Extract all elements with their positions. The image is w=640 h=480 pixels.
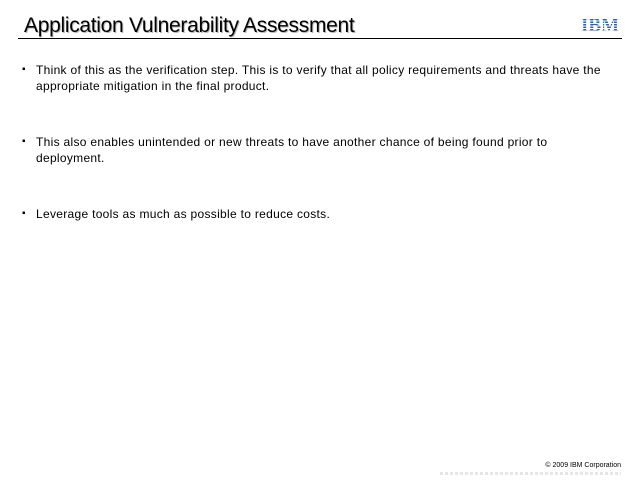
- bullet-text: Think of this as the verification step. This is to verify that all policy requirements and threats have the appropriate mitigation in the final product.: [36, 63, 601, 93]
- bullet-marker-icon: ▪: [22, 208, 26, 219]
- title-divider: [18, 38, 622, 39]
- bullet-text: Leverage tools as much as possible to reduce costs.: [36, 207, 331, 221]
- ibm-logo-icon: [577, 14, 623, 34]
- faint-footer-text: [440, 472, 621, 475]
- bullet-item-tools: [22, 206, 618, 222]
- bullet-marker-icon: ▪: [22, 136, 26, 147]
- copyright-notice: © 2009 IBM Corporation: [545, 462, 621, 469]
- bullet-list: [22, 62, 618, 262]
- bullet-marker-icon: ▪: [22, 64, 26, 75]
- bullet-item-new-threats: [22, 134, 618, 166]
- slide-title: Application Vulnerability Assessment: [24, 14, 355, 37]
- bullet-text: This also enables unintended or new threats to have another chance of being found prior to deployment.: [36, 135, 548, 165]
- bullet-item-verification: [22, 62, 618, 94]
- ibm-logo-text: IBM: [581, 15, 619, 34]
